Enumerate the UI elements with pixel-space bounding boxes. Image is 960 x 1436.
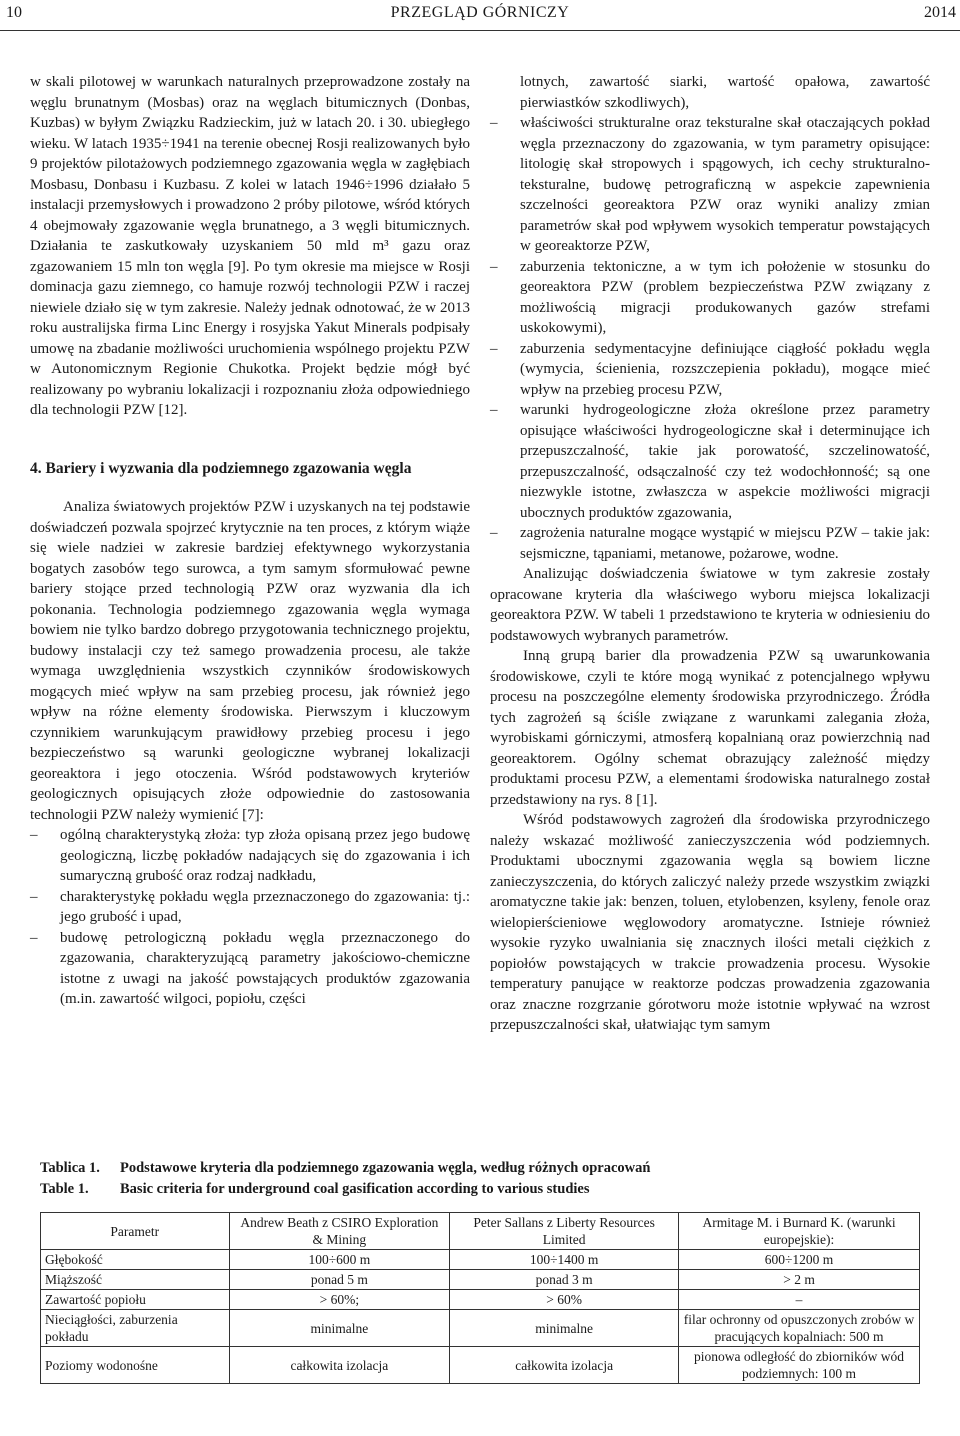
list-item-continuation: lotnych, zawartość siarki, wartość opałowa, zawartość pierwiastków szkodliwych),	[520, 74, 930, 111]
table-header-row	[41, 1213, 920, 1250]
list-item: – charakterystykę pokładu węgla przeznaczonego do zgazowania: tj.: jego grubość i upad,	[30, 887, 470, 928]
table-cell: minimalne	[229, 1310, 450, 1347]
body-paragraph: Inną grupą barier dla prowadzenia PZW są uwarunkowania środowiskowe, czyli te które mogą wynikać z potencjalnego wpływu procesu na poszczególne elementy środowiska przyrodniczego. Źródła tych zagrożeń są ściśle związane z warunkami zalegania złoża, wyrobiskami górniczymi, atmosferą kopalnianą oraz powierzchnią nad georeaktorem. Ogólny schemat obrazujący zależność między produktami procesu PZW, a elementami środowiska naturalnego został przedstawiony na rys. 8 [1].	[490, 648, 930, 808]
table-cell: minimalne	[450, 1310, 679, 1347]
header-rule	[0, 30, 960, 31]
table-cell: 100÷600 m	[229, 1250, 450, 1270]
criteria-table	[40, 1212, 920, 1384]
caption-label-pl: Tablica 1.	[40, 1160, 100, 1176]
journal-year: 2014	[924, 4, 956, 21]
table-cell: > 60%;	[229, 1290, 450, 1310]
body-paragraph: w skali pilotowej w warunkach naturalnych przeprowadzone zostały na węglu brunatnym (Mosbas) oraz na węglach bitumicznych (Donbas, Kuzbas) w byłym Związku Radzieckim, już w latach 20. i 30. ubiegłego wieku. W latach 1935÷1941 na terenie obecnej Rosji realizowanych było 9 projektów pilotażowych podziemnego zgazowania węgla w zagłębiach Mosbasu, Donbasu i Kuzbasu. Z kolei w latach 1946÷1996 działało 5 instalacji przemysłowych i prowadzono 2 próby pilotowe, wśród których 4 obejmowały zgazowanie węgla brunatnego, a 3 węgli bitumicznych. Działania te zaskutkowały uzyskaniem 50 mld m³ gazu oraz zgazowaniem 15 mln ton węgla [9]. Po tym okresie ma miejsce w Rosji dominacja gazu ziemnego, co hamuje rozwój technologii PZW i raczej niewiele działo się w tym zakresie. Należy jednak odnotować, że w 2013 roku australijska firma Linc Energy i rosyjska Yakut Minerals podpisały umowę na zbadanie możliwości uruchomienia wspólnego projektu PZW w Autonomicznym Regionie Chukotka. Projekt będzie mógł być realizowany po wybraniu lokalizacji i rozpoznaniu złoża odpowiedniego dla technologii PZW [12].	[30, 74, 470, 418]
page-number: 10	[6, 4, 22, 21]
list-item: – właściwości strukturalne oraz teksturalne skał otaczających pokład węgla przeznaczony do zgazowania, w tym parametry opisujące: litologię skał stropowych i spągowych, ich cechy strukturalno-teksturalne, budowę petrograficzną w aspekcie zapewnienia szczelności georeaktora PZW oraz wyniki analizy zmian parametrów skał pod wpływem wysokich temperatur powstających w georeaktorze PZW,	[490, 113, 930, 257]
table-cell: 600÷1200 m	[679, 1250, 920, 1270]
table-cell: pionowa odległość do zbiorników wód podziemnych: 100 m	[679, 1347, 920, 1384]
table-cell: całkowita izolacja	[450, 1347, 679, 1384]
caption-text-en: Basic criteria for underground coal gasification according to various studies	[120, 1181, 590, 1197]
table-cell: Poziomy wodonośne	[41, 1347, 230, 1384]
table-cell: całkowita izolacja	[229, 1347, 450, 1384]
table-row	[41, 1250, 920, 1270]
table-cell: > 2 m	[679, 1270, 920, 1290]
table-caption	[40, 1158, 650, 1200]
page-header	[0, 4, 960, 24]
list-item: – budowę petrologiczną pokładu węgla przeznaczonego do zgazowania, charakteryzującą parametry jakościowo-chemiczne istotne z uwagi na jakość powstających produktów zgazowania (m.in. zawartość wilgoci, popiołu, części	[30, 928, 470, 1010]
table-cell: Zawartość popiołu	[41, 1290, 230, 1310]
body-paragraph: Analiza światowych projektów PZW i uzyskanych na tej podstawie doświadczeń pozwala spojrzeć krytycznie na ten proces, z którym wiąże się wiele nadziei w zakresie bardziej efektywnego wykorzystania bogatych zasobów tego surowca, a tym samym sformułować pewne bariery stojące przed technologią PZW oraz wyzwania dla ich pokonania. Technologia podziemnego zgazowania węgla wymaga bowiem nie tylko bardzo dobrego przygotowania technicznego projektu, budowy instalacji czy też samego prowadzenia procesu, ale także wymaga uwzględnienia wszystkich czynników środowiskowych mogących mieć wpływ na sam przebieg procesu, jak również jego wpływ na różne elementy środowiska. Pierwszym i kluczowym czynnikiem warunkującym prawidłowy przebieg procesu i jego bezpieczeństwo są warunki geologiczne wybranej lokalizacji georeaktora i jego otoczenia. Wśród podstawowych kryteriów geologicznych opisujących złoże odpowiednie do zastosowania technologii PZW należy wymienić [7]:	[30, 499, 470, 823]
caption-label-en: Table 1.	[40, 1181, 89, 1197]
body-paragraph: Wśród podstawowych zagrożeń dla środowiska przyrodniczego należy wskazać możliwość zanieczyszczenia wód podziemnych. Produktami ubocznymi zgazowania węgla są bowiem liczne zanieczyszczenia, do których zaliczyć należy przede wszystkim związki aromatyczne takie jak: benzen, toluen, etylobenzen, ksyleny, fenole oraz wielopierścieniowe węglowodory aromatyczne. Istnieje również wysokie ryzyko uwalniania się znacznych ilości metali ciężkich z popiołów powstających w trakcie prowadzenia procesu. Wysokie temperatury panujące w reaktorze podczas prowadzenia zgazowania oraz znaczne rozgrzanie górotworu może istotnie wpływać na wzrost przepuszczalności skał, ułatwiając tym samym	[490, 812, 930, 1033]
left-column	[30, 72, 470, 1010]
table-row	[41, 1310, 920, 1347]
table-cell: 100÷1400 m	[450, 1250, 679, 1270]
table-cell: ponad 3 m	[450, 1270, 679, 1290]
table-cell: Głębokość	[41, 1250, 230, 1270]
table-header-cell: Armitage M. i Burnard K. (warunki europejskie):	[679, 1213, 920, 1250]
table-header-cell: Parametr	[41, 1213, 230, 1250]
table-cell: Nieciągłości, zaburzenia pokładu	[41, 1310, 230, 1347]
table-cell: ponad 5 m	[229, 1270, 450, 1290]
table-header-cell: Andrew Beath z CSIRO Exploration & Mining	[229, 1213, 450, 1250]
table-row	[41, 1347, 920, 1384]
list-item: – ogólną charakterystyką złoża: typ złoża opisaną przez jego budowę geologiczną, liczbę pokładów nadających się do zgazowania i ich sumaryczną grubość oraz rodzaj nadkładu,	[30, 825, 470, 887]
list-item: – zagrożenia naturalne mogące wystąpić w miejscu PZW – takie jak: sejsmiczne, tąpaniami, metanowe, pożarowe, wodne.	[490, 523, 930, 564]
list-item: – warunki hydrogeologiczne złoża określone przez parametry opisujące właściwości hydrogeologiczne skał i determinujące ich przepuszczalność, takie jak porowatość, szczelinowatość, przepuszczalność, odsączalność czy też wodochłonność; są one niezwykle istotne, zwłaszcza w aspekcie możliwości migracji ubocznych produktów zgazowania,	[490, 400, 930, 523]
body-paragraph: Analizując doświadczenia światowe w tym zakresie zostały opracowane kryteria dla właściwego wyboru miejsca lokalizacji georeaktora PZW. W tabeli 1 przedstawiono te kryteria w odniesieniu do podstawowych wybranych parametrów.	[490, 566, 930, 644]
table-header-cell: Peter Sallans z Liberty Resources Limited	[450, 1213, 679, 1250]
journal-title: PRZEGLĄD GÓRNICZY	[390, 4, 570, 21]
table-cell: –	[679, 1290, 920, 1310]
right-column	[490, 72, 930, 1036]
table-row	[41, 1290, 920, 1310]
section-heading: 4. Bariery i wyzwania dla podziemnego zgazowania węgla	[30, 459, 412, 477]
table-cell: filar ochronny od opuszczonych zrobów w pracujących kopalniach: 500 m	[679, 1310, 920, 1347]
caption-text-pl: Podstawowe kryteria dla podziemnego zgazowania węgla, według różnych opracowań	[120, 1160, 651, 1176]
table-cell: > 60%	[450, 1290, 679, 1310]
table-row	[41, 1270, 920, 1290]
table-cell: Miąższość	[41, 1270, 230, 1290]
list-item: – zaburzenia sedymentacyjne definiujące ciągłość pokładu węgla (wymycia, ścienienia, rozszczepienia pokładu), mogące mieć wpływ na przebieg procesu PZW,	[490, 339, 930, 401]
list-item: – zaburzenia tektoniczne, a w tym ich położenie w stosunku do georeaktora PZW (problem bezpieczeństwa PZW związany z możliwością migracji produkowanych gazów strefami uskokowymi),	[490, 257, 930, 339]
